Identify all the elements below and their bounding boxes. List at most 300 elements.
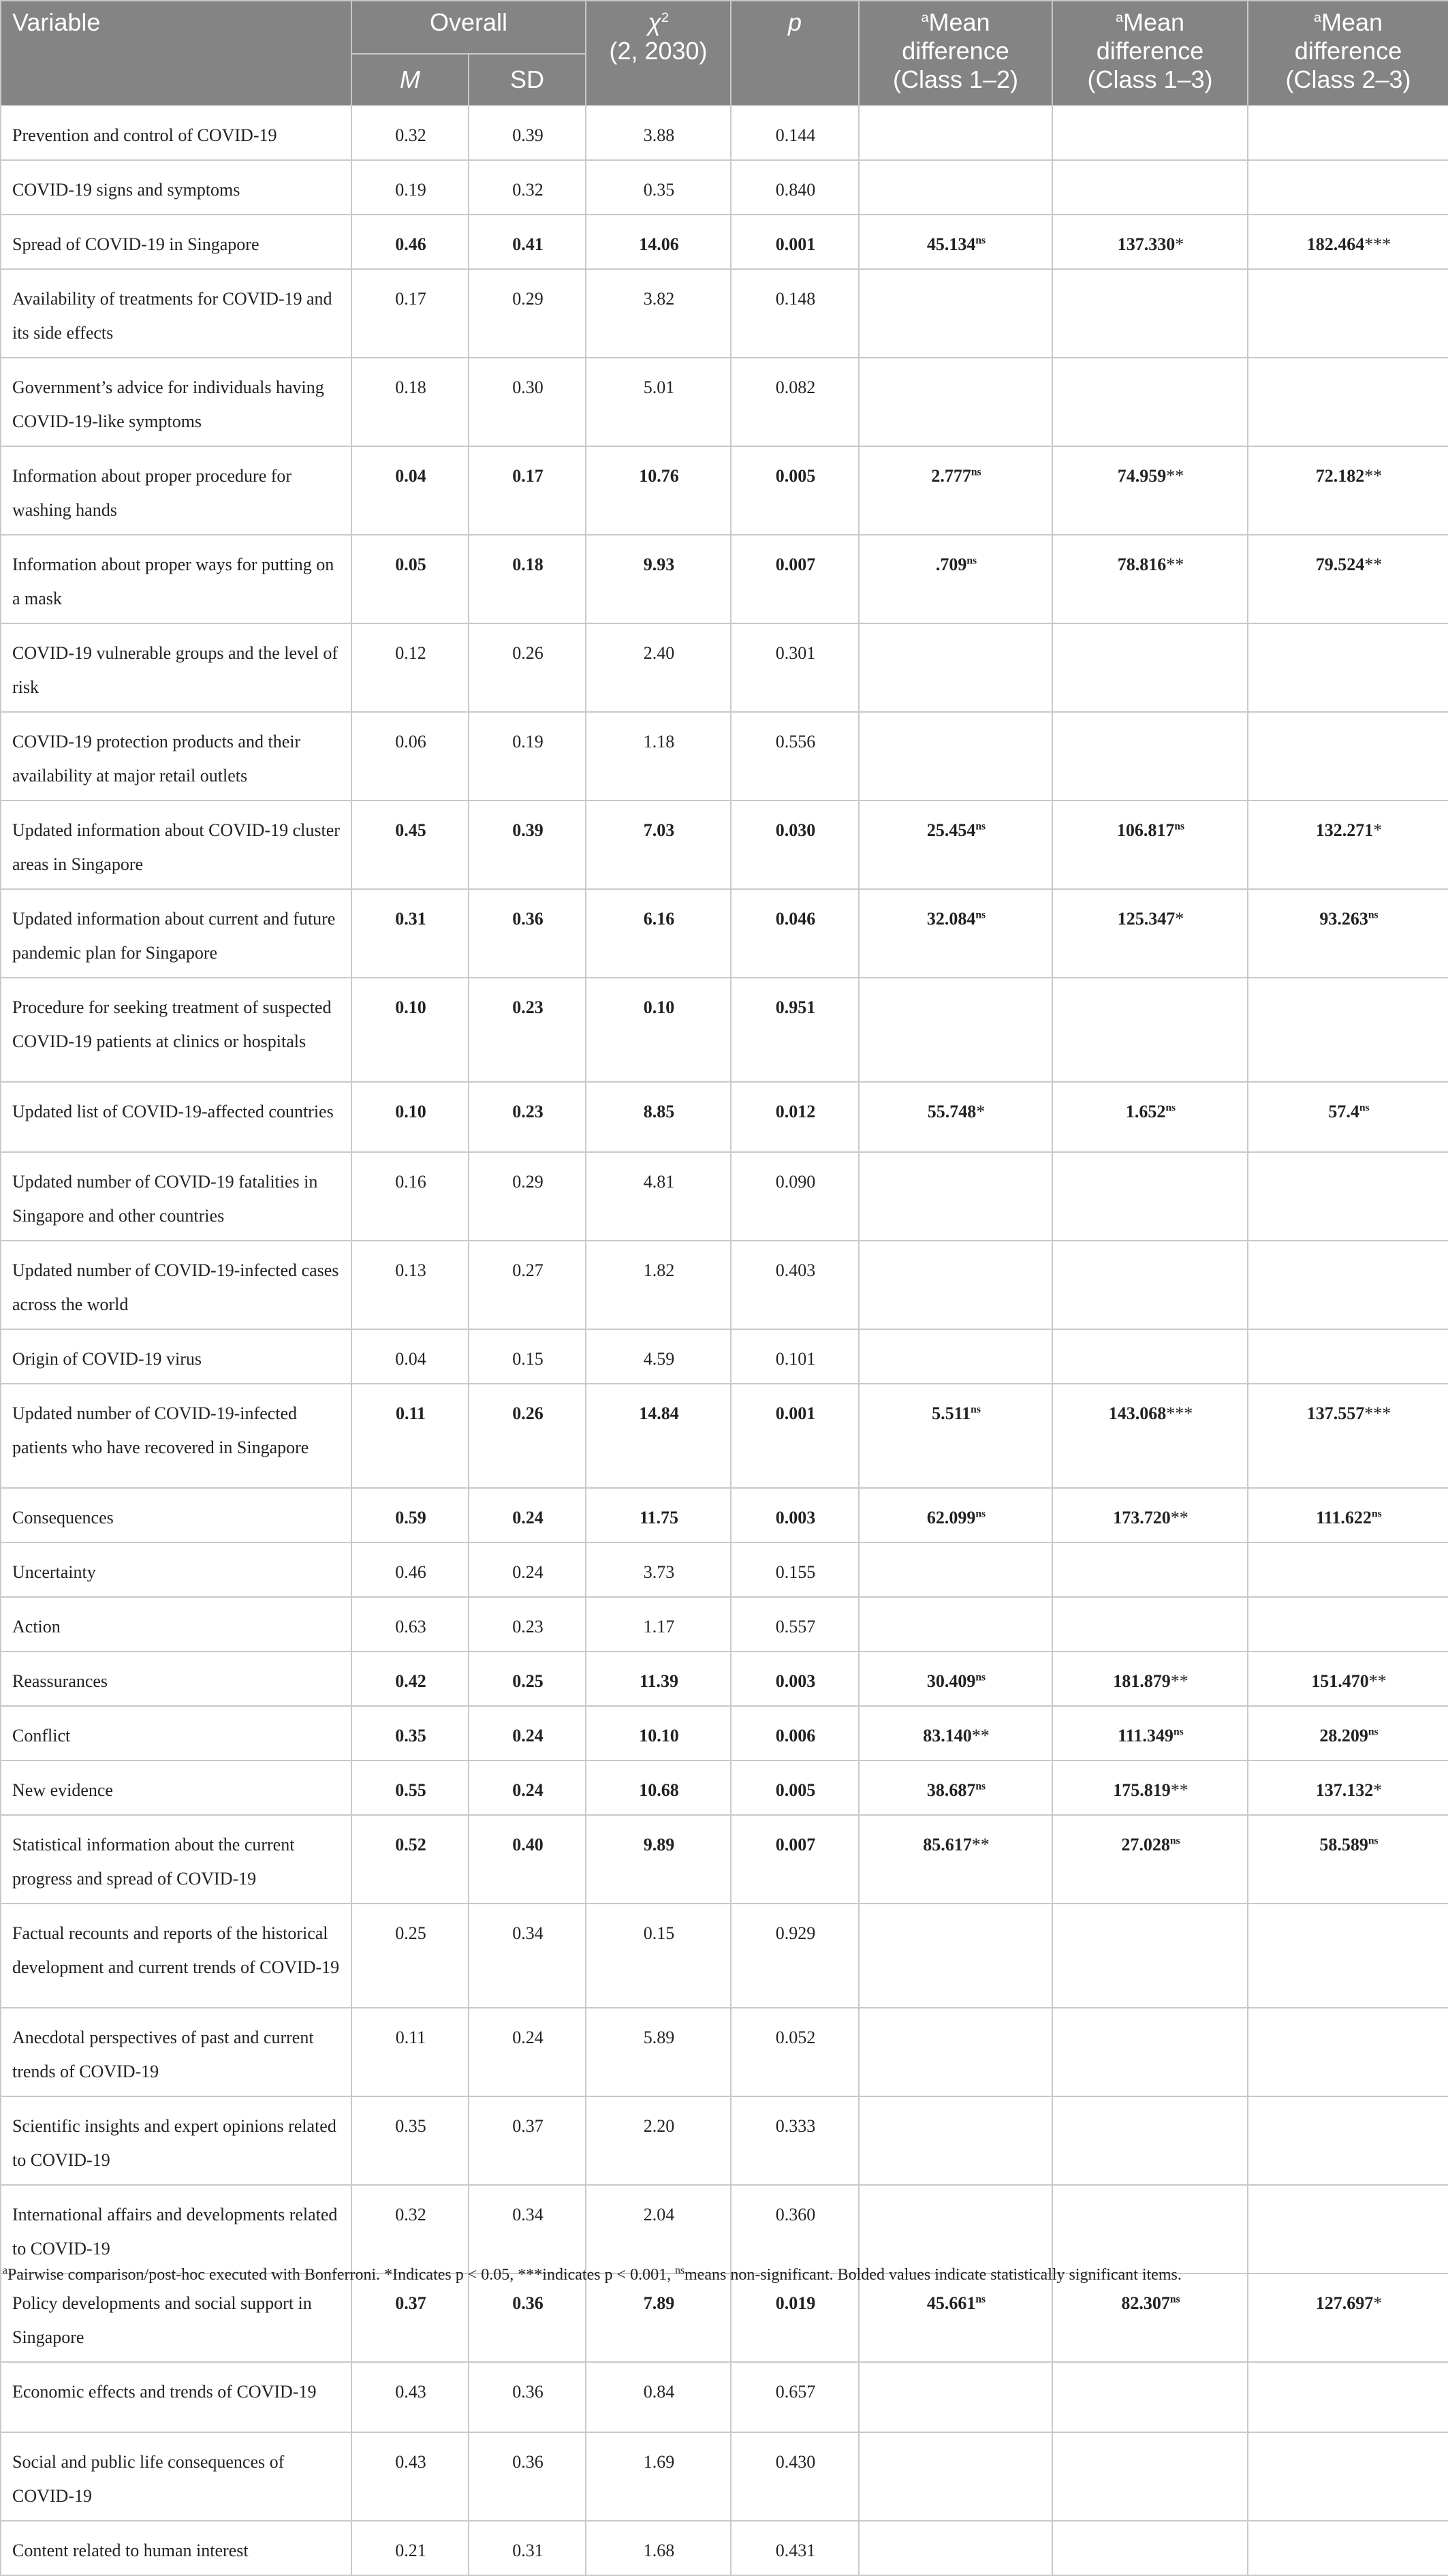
mean-cell: 0.46 xyxy=(351,1542,469,1597)
mean-diff-1-3-cell xyxy=(1052,160,1248,215)
table-row xyxy=(1,2274,1448,2362)
header-mean-diff-1-3 xyxy=(1052,1,1248,106)
variable-cell: COVID-19 protection products and their availability at major retail outlets xyxy=(1,712,351,801)
variable-cell: Updated number of COVID-19-infected cases across the world xyxy=(1,1241,351,1329)
significance-stars: ** xyxy=(971,1835,990,1855)
chi-square-cell: 3.73 xyxy=(586,1542,731,1597)
mean-cell: 0.12 xyxy=(351,623,469,712)
table-row xyxy=(1,1597,1448,1651)
mean-diff-1-3-cell xyxy=(1052,269,1248,358)
mean-diff-value: 85.617 xyxy=(923,1835,972,1855)
sd-cell: 0.41 xyxy=(469,215,586,269)
chi-square-cell: 6.16 xyxy=(586,889,731,978)
sd-cell: 0.26 xyxy=(469,623,586,712)
chi-square-cell: 0.10 xyxy=(586,978,731,1082)
mean-diff-1-3-cell xyxy=(1052,1241,1248,1329)
sd-cell: 0.30 xyxy=(469,358,586,446)
chi-square-cell: 0.15 xyxy=(586,1904,731,2008)
mean-diff-1-3-cell xyxy=(1052,801,1248,889)
chi-square-cell: 9.89 xyxy=(586,1815,731,1904)
p-value-cell: 0.840 xyxy=(731,160,859,215)
mean-diff-1-2-cell xyxy=(859,1384,1052,1488)
md13-superscript: a xyxy=(1115,10,1123,25)
mean-diff-2-3-cell xyxy=(1248,2008,1448,2096)
p-value-cell: 0.929 xyxy=(731,1904,859,2008)
sd-cell: 0.24 xyxy=(469,1542,586,1597)
mean-diff-1-2-cell xyxy=(859,2185,1052,2274)
mean-diff-2-3-cell xyxy=(1248,1651,1448,1706)
mean-diff-2-3-cell xyxy=(1248,1329,1448,1384)
footnote-text: Pairwise comparison/post-hoc executed with Bonferroni. *Indicates p < 0.05, ***indicates p < 0.001, xyxy=(7,2266,676,2284)
mean-cell: 0.04 xyxy=(351,446,469,535)
mean-cell: 0.35 xyxy=(351,1706,469,1760)
mean-diff-2-3-cell xyxy=(1248,801,1448,889)
mean-diff-2-3-cell xyxy=(1248,446,1448,535)
p-value-cell: 0.148 xyxy=(731,269,859,358)
mean-cell: 0.32 xyxy=(351,106,469,160)
mean-diff-2-3-cell xyxy=(1248,269,1448,358)
mean-diff-value: 28.209 xyxy=(1319,1726,1368,1745)
mean-diff-1-2-cell xyxy=(859,978,1052,1082)
non-significant-marker: ns xyxy=(975,1671,986,1683)
sd-cell: 0.24 xyxy=(469,2008,586,2096)
mean-diff-value: 111.349 xyxy=(1118,1726,1174,1745)
table-row xyxy=(1,1152,1448,1241)
non-significant-marker: ns xyxy=(1368,1726,1379,1738)
mean-diff-2-3-cell xyxy=(1248,2274,1448,2362)
mean-diff-value: 106.817 xyxy=(1116,820,1175,840)
p-value-cell: 0.430 xyxy=(731,2432,859,2521)
chi-square-cell: 10.76 xyxy=(586,446,731,535)
mean-diff-1-2-cell xyxy=(859,1597,1052,1651)
non-significant-marker: ns xyxy=(1359,1102,1370,1114)
table-row xyxy=(1,269,1448,358)
mean-diff-1-2-cell xyxy=(859,269,1052,358)
table-row xyxy=(1,801,1448,889)
p-value-cell: 0.301 xyxy=(731,623,859,712)
mean-diff-1-3-cell xyxy=(1052,623,1248,712)
mean-diff-value: 181.879 xyxy=(1113,1671,1171,1691)
variable-cell: Availability of treatments for COVID-19 and its side effects xyxy=(1,269,351,358)
significance-stars: * xyxy=(1373,2293,1383,2313)
mean-diff-1-3-cell xyxy=(1052,1760,1248,1815)
chi-square-cell: 7.03 xyxy=(586,801,731,889)
mean-diff-value: 2.777 xyxy=(931,466,971,486)
mean-cell: 0.25 xyxy=(351,1904,469,2008)
chi-square-cell: 2.04 xyxy=(586,2185,731,2274)
significance-stars: *** xyxy=(1364,1403,1391,1423)
significance-stars: *** xyxy=(1364,234,1391,254)
md23-superscript: a xyxy=(1313,10,1321,25)
mean-diff-2-3-cell xyxy=(1248,712,1448,801)
mean-cell: 0.31 xyxy=(351,889,469,978)
table-row xyxy=(1,2521,1448,2575)
mean-cell: 0.19 xyxy=(351,160,469,215)
table-row xyxy=(1,889,1448,978)
mean-cell: 0.63 xyxy=(351,1597,469,1651)
non-significant-marker: ns xyxy=(975,1780,986,1793)
mean-diff-1-2-cell xyxy=(859,1651,1052,1706)
mean-diff-value: 132.271 xyxy=(1315,820,1374,840)
md23-line2: difference xyxy=(1294,37,1402,65)
mean-diff-1-2-cell xyxy=(859,1815,1052,1904)
mean-diff-2-3-cell xyxy=(1248,215,1448,269)
table-row xyxy=(1,446,1448,535)
header-mean-diff-2-3 xyxy=(1248,1,1448,106)
sd-cell: 0.24 xyxy=(469,1488,586,1542)
mean-diff-1-3-cell xyxy=(1052,1329,1248,1384)
mean-diff-value: 58.589 xyxy=(1319,1835,1368,1855)
sd-cell: 0.36 xyxy=(469,2362,586,2432)
p-value-cell: 0.155 xyxy=(731,1542,859,1597)
table-row xyxy=(1,712,1448,801)
p-value-cell: 0.431 xyxy=(731,2521,859,2575)
mean-diff-1-2-cell xyxy=(859,2432,1052,2521)
mean-diff-1-2-cell xyxy=(859,712,1052,801)
p-value-cell: 0.019 xyxy=(731,2274,859,2362)
sd-cell: 0.15 xyxy=(469,1329,586,1384)
table-row xyxy=(1,1706,1448,1760)
mean-diff-1-2-cell xyxy=(859,106,1052,160)
md23-line3: (Class 2–3) xyxy=(1285,65,1411,93)
chi-square-cell: 1.69 xyxy=(586,2432,731,2521)
md12-line1: Mean xyxy=(928,8,990,36)
table-footnote xyxy=(0,2266,1448,2284)
mean-diff-2-3-cell xyxy=(1248,2432,1448,2521)
chi-square-cell: 5.01 xyxy=(586,358,731,446)
mean-cell: 0.52 xyxy=(351,1815,469,1904)
sd-cell: 0.23 xyxy=(469,1082,586,1152)
non-significant-marker: ns xyxy=(1174,820,1185,833)
significance-stars: ** xyxy=(1170,1508,1189,1527)
significance-stars: ** xyxy=(1166,555,1184,574)
mean-cell: 0.11 xyxy=(351,1384,469,1488)
p-value-cell: 0.001 xyxy=(731,1384,859,1488)
sd-cell: 0.29 xyxy=(469,269,586,358)
table-row xyxy=(1,978,1448,1082)
sd-cell: 0.37 xyxy=(469,2096,586,2185)
header-chi-square xyxy=(586,1,731,106)
mean-diff-value: 125.347 xyxy=(1117,909,1176,929)
mean-diff-1-2-cell xyxy=(859,215,1052,269)
chi-square-cell: 3.88 xyxy=(586,106,731,160)
chi-square-cell: 14.84 xyxy=(586,1384,731,1488)
variable-cell: Policy developments and social support in Singapore xyxy=(1,2274,351,2362)
mean-diff-2-3-cell xyxy=(1248,623,1448,712)
table-row xyxy=(1,2185,1448,2274)
mean-diff-1-2-cell xyxy=(859,1152,1052,1241)
mean-diff-1-2-cell xyxy=(859,535,1052,623)
mean-diff-2-3-cell xyxy=(1248,1542,1448,1597)
mean-diff-value: 38.687 xyxy=(926,1780,976,1800)
p-value-cell: 0.046 xyxy=(731,889,859,978)
chi-square-cell: 2.40 xyxy=(586,623,731,712)
mean-diff-value: 55.748 xyxy=(927,1102,977,1121)
table-row xyxy=(1,1082,1448,1152)
mean-cell: 0.18 xyxy=(351,358,469,446)
mean-diff-2-3-cell xyxy=(1248,1760,1448,1815)
table-body xyxy=(1,106,1448,2575)
mean-diff-2-3-cell xyxy=(1248,1384,1448,1488)
variable-cell: Factual recounts and reports of the historical development and current trends of COVID-19 xyxy=(1,1904,351,2008)
mean-diff-2-3-cell xyxy=(1248,978,1448,1082)
mean-diff-1-3-cell xyxy=(1052,1542,1248,1597)
chi-square-cell: 1.18 xyxy=(586,712,731,801)
mean-diff-1-3-cell xyxy=(1052,106,1248,160)
significance-stars: ** xyxy=(1166,466,1184,486)
variable-cell: New evidence xyxy=(1,1760,351,1815)
mean-diff-value: .709 xyxy=(935,555,967,574)
mean-diff-value: 78.816 xyxy=(1117,555,1167,574)
mean-diff-value: 27.028 xyxy=(1121,1835,1170,1855)
sd-cell: 0.40 xyxy=(469,1815,586,1904)
mean-cell: 0.46 xyxy=(351,215,469,269)
variable-cell: Uncertainty xyxy=(1,1542,351,1597)
mean-cell: 0.05 xyxy=(351,535,469,623)
table-row xyxy=(1,1542,1448,1597)
mean-diff-2-3-cell xyxy=(1248,1152,1448,1241)
sd-cell: 0.27 xyxy=(469,1241,586,1329)
table-row xyxy=(1,1488,1448,1542)
variable-cell: International affairs and developments related to COVID-19 xyxy=(1,2185,351,2274)
header-variable: Variable xyxy=(1,1,351,106)
mean-diff-1-2-cell xyxy=(859,1904,1052,2008)
mean-diff-2-3-cell xyxy=(1248,2521,1448,2575)
mean-diff-1-2-cell xyxy=(859,623,1052,712)
mean-diff-value: 74.959 xyxy=(1117,466,1167,486)
header-m: M xyxy=(351,54,469,106)
mean-diff-1-2-cell xyxy=(859,801,1052,889)
mean-diff-1-2-cell xyxy=(859,2362,1052,2432)
chi-superscript: 2 xyxy=(661,10,669,25)
table-header xyxy=(1,1,1448,106)
variable-cell: Anecdotal perspectives of past and current trends of COVID-19 xyxy=(1,2008,351,2096)
non-significant-marker: ns xyxy=(1368,909,1379,921)
mean-diff-1-2-cell xyxy=(859,1488,1052,1542)
mean-diff-1-3-cell xyxy=(1052,2432,1248,2521)
non-significant-marker: ns xyxy=(975,234,986,247)
table-row xyxy=(1,2096,1448,2185)
mean-diff-2-3-cell xyxy=(1248,160,1448,215)
chi-square-cell: 0.35 xyxy=(586,160,731,215)
mean-diff-1-2-cell xyxy=(859,2521,1052,2575)
variable-cell: COVID-19 signs and symptoms xyxy=(1,160,351,215)
mean-diff-2-3-cell xyxy=(1248,1082,1448,1152)
mean-diff-value: 45.661 xyxy=(926,2293,976,2313)
chi-square-cell: 4.59 xyxy=(586,1329,731,1384)
footnote-ns-superscript: ns xyxy=(675,2265,684,2276)
mean-cell: 0.17 xyxy=(351,269,469,358)
mean-cell: 0.13 xyxy=(351,1241,469,1329)
sd-cell: 0.17 xyxy=(469,446,586,535)
mean-diff-1-3-cell xyxy=(1052,889,1248,978)
mean-diff-value: 5.511 xyxy=(932,1403,971,1423)
mean-diff-1-2-cell xyxy=(859,446,1052,535)
p-value-cell: 0.006 xyxy=(731,1706,859,1760)
mean-diff-1-3-cell xyxy=(1052,1152,1248,1241)
mean-diff-2-3-cell xyxy=(1248,2362,1448,2432)
mean-diff-value: 32.084 xyxy=(926,909,976,929)
chi-square-cell: 1.68 xyxy=(586,2521,731,2575)
mean-diff-1-2-cell xyxy=(859,2274,1052,2362)
variable-cell: Updated number of COVID-19-infected patients who have recovered in Singapore xyxy=(1,1384,351,1488)
p-value-cell: 0.030 xyxy=(731,801,859,889)
sd-cell: 0.25 xyxy=(469,1651,586,1706)
variable-cell: Content related to human interest xyxy=(1,2521,351,2575)
p-value-cell: 0.403 xyxy=(731,1241,859,1329)
mean-diff-2-3-cell xyxy=(1248,1597,1448,1651)
non-significant-marker: ns xyxy=(1169,2293,1180,2306)
sd-cell: 0.39 xyxy=(469,801,586,889)
variable-cell: Prevention and control of COVID-19 xyxy=(1,106,351,160)
variable-cell: Origin of COVID-19 virus xyxy=(1,1329,351,1384)
mean-diff-1-3-cell xyxy=(1052,1904,1248,2008)
variable-cell: Updated information about COVID-19 cluster areas in Singapore xyxy=(1,801,351,889)
mean-diff-2-3-cell xyxy=(1248,535,1448,623)
chi-square-cell: 3.82 xyxy=(586,269,731,358)
p-value-cell: 0.012 xyxy=(731,1082,859,1152)
significance-stars: ** xyxy=(1170,1671,1189,1691)
p-value-cell: 0.657 xyxy=(731,2362,859,2432)
mean-diff-1-3-cell xyxy=(1052,2274,1248,2362)
table-row xyxy=(1,215,1448,269)
chi-square-cell: 9.93 xyxy=(586,535,731,623)
chi-square-cell: 1.82 xyxy=(586,1241,731,1329)
mean-diff-1-3-cell xyxy=(1052,1706,1248,1760)
sd-cell: 0.34 xyxy=(469,2185,586,2274)
mean-cell: 0.16 xyxy=(351,1152,469,1241)
mean-diff-1-2-cell xyxy=(859,2008,1052,2096)
mean-diff-1-2-cell xyxy=(859,1542,1052,1597)
mean-cell: 0.21 xyxy=(351,2521,469,2575)
non-significant-marker: ns xyxy=(1165,1102,1176,1114)
mean-diff-2-3-cell xyxy=(1248,889,1448,978)
p-value-cell: 0.005 xyxy=(731,446,859,535)
sd-cell: 0.19 xyxy=(469,712,586,801)
sd-cell: 0.23 xyxy=(469,1597,586,1651)
p-value-cell: 0.951 xyxy=(731,978,859,1082)
mean-diff-1-2-cell xyxy=(859,1760,1052,1815)
chi-square-cell: 7.89 xyxy=(586,2274,731,2362)
mean-diff-value: 127.697 xyxy=(1315,2293,1374,2313)
non-significant-marker: ns xyxy=(975,1508,986,1520)
significance-stars: ** xyxy=(1368,1671,1387,1691)
sd-cell: 0.39 xyxy=(469,106,586,160)
chi-square-cell: 11.39 xyxy=(586,1651,731,1706)
mean-cell: 0.35 xyxy=(351,2096,469,2185)
table-row xyxy=(1,535,1448,623)
mean-diff-1-3-cell xyxy=(1052,2362,1248,2432)
variable-cell: Information about proper procedure for washing hands xyxy=(1,446,351,535)
mean-diff-1-3-cell xyxy=(1052,2096,1248,2185)
md12-line2: difference xyxy=(902,37,1009,65)
chi-df: (2, 2030) xyxy=(609,37,708,65)
table-row xyxy=(1,2432,1448,2521)
non-significant-marker: ns xyxy=(971,1403,981,1416)
mean-cell: 0.11 xyxy=(351,2008,469,2096)
table-row xyxy=(1,2362,1448,2432)
mean-diff-value: 1.652 xyxy=(1125,1102,1166,1121)
sd-cell: 0.24 xyxy=(469,1760,586,1815)
non-significant-marker: ns xyxy=(966,555,977,567)
significance-stars: * xyxy=(976,1102,986,1121)
p-value-cell: 0.007 xyxy=(731,1815,859,1904)
mean-diff-1-3-cell xyxy=(1052,1597,1248,1651)
non-significant-marker: ns xyxy=(971,466,981,478)
variable-cell: Action xyxy=(1,1597,351,1651)
p-value-cell: 0.082 xyxy=(731,358,859,446)
chi-square-cell: 10.68 xyxy=(586,1760,731,1815)
table-row xyxy=(1,1904,1448,2008)
table-row xyxy=(1,1815,1448,1904)
table-row xyxy=(1,358,1448,446)
mean-diff-value: 173.720 xyxy=(1113,1508,1171,1527)
mean-diff-1-3-cell xyxy=(1052,1082,1248,1152)
variable-cell: Updated number of COVID-19 fatalities in Singapore and other countries xyxy=(1,1152,351,1241)
p-value-cell: 0.101 xyxy=(731,1329,859,1384)
mean-diff-value: 143.068 xyxy=(1108,1403,1167,1423)
mean-diff-1-2-cell xyxy=(859,1082,1052,1152)
significance-stars: * xyxy=(1373,820,1383,840)
mean-diff-1-2-cell xyxy=(859,1706,1052,1760)
mean-diff-1-3-cell xyxy=(1052,1384,1248,1488)
variable-cell: Statistical information about the current progress and spread of COVID-19 xyxy=(1,1815,351,1904)
significance-stars: * xyxy=(1373,1780,1383,1800)
mean-diff-1-3-cell xyxy=(1052,358,1248,446)
non-significant-marker: ns xyxy=(1169,1835,1180,1847)
mean-diff-1-3-cell xyxy=(1052,446,1248,535)
table-row xyxy=(1,1651,1448,1706)
mean-cell: 0.59 xyxy=(351,1488,469,1542)
mean-diff-1-3-cell xyxy=(1052,2008,1248,2096)
mean-diff-value: 93.263 xyxy=(1319,909,1368,929)
mean-diff-value: 57.4 xyxy=(1328,1102,1359,1121)
chi-square-cell: 8.85 xyxy=(586,1082,731,1152)
mean-diff-value: 175.819 xyxy=(1113,1780,1171,1800)
chi-square-cell: 0.84 xyxy=(586,2362,731,2432)
p-value-cell: 0.005 xyxy=(731,1760,859,1815)
mean-diff-1-2-cell xyxy=(859,2096,1052,2185)
mean-diff-1-2-cell xyxy=(859,358,1052,446)
mean-diff-1-2-cell xyxy=(859,1329,1052,1384)
header-sd: SD xyxy=(469,54,586,106)
mean-cell: 0.45 xyxy=(351,801,469,889)
md23-line1: Mean xyxy=(1321,8,1383,36)
mean-diff-2-3-cell xyxy=(1248,358,1448,446)
mean-cell: 0.42 xyxy=(351,1651,469,1706)
mean-cell: 0.43 xyxy=(351,2362,469,2432)
p-value-cell: 0.052 xyxy=(731,2008,859,2096)
mean-diff-1-3-cell xyxy=(1052,2521,1248,2575)
header-overall: Overall xyxy=(351,1,586,54)
mean-diff-1-3-cell xyxy=(1052,1651,1248,1706)
table-row xyxy=(1,106,1448,160)
sd-cell: 0.36 xyxy=(469,2274,586,2362)
mean-diff-value: 137.557 xyxy=(1306,1403,1365,1423)
chi-square-cell: 10.10 xyxy=(586,1706,731,1760)
sd-cell: 0.36 xyxy=(469,889,586,978)
sd-cell: 0.24 xyxy=(469,1706,586,1760)
mean-cell: 0.10 xyxy=(351,978,469,1082)
chi-square-cell: 5.89 xyxy=(586,2008,731,2096)
significance-stars: *** xyxy=(1166,1403,1193,1423)
non-significant-marker: ns xyxy=(1371,1508,1382,1520)
md12-line3: (Class 1–2) xyxy=(892,65,1019,93)
sd-cell: 0.29 xyxy=(469,1152,586,1241)
mean-diff-value: 62.099 xyxy=(926,1508,976,1527)
chi-square-cell: 4.81 xyxy=(586,1152,731,1241)
variable-cell: COVID-19 vulnerable groups and the level of risk xyxy=(1,623,351,712)
